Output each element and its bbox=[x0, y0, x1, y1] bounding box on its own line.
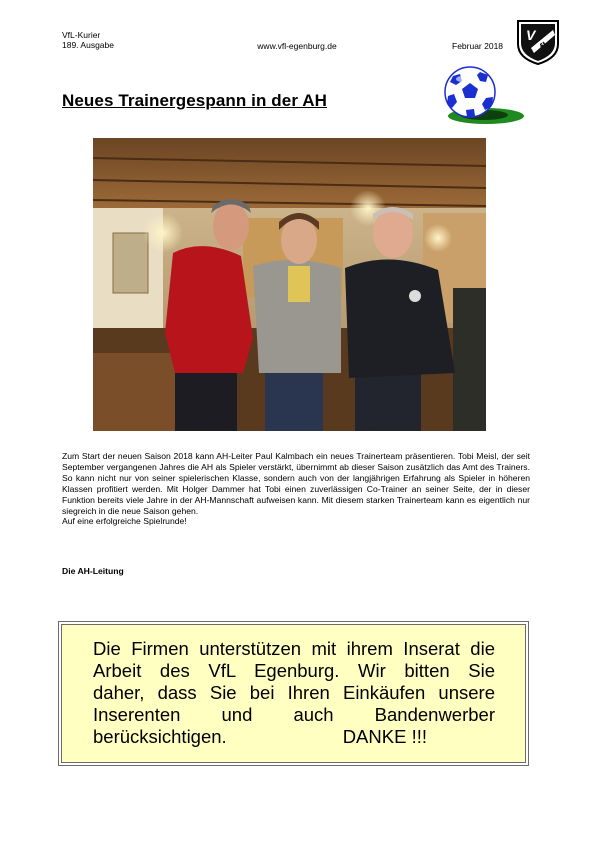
club-crest-icon bbox=[515, 18, 561, 66]
publication-name: VfL-Kurier bbox=[62, 30, 101, 40]
sponsor-line: Inserenten und auch Bandenwerber bbox=[93, 704, 495, 725]
thanks-text: DANKE !!! bbox=[342, 726, 427, 747]
svg-text:fL: fL bbox=[538, 37, 554, 54]
article-signoff: Die AH-Leitung bbox=[62, 566, 124, 576]
sponsor-consider-text: berücksichtigen. bbox=[93, 726, 227, 747]
team-photo bbox=[93, 138, 486, 431]
article-paragraph: Zum Start der neuen Saison 2018 kann AH-Leiter Paul Kalmbach ein neues Trainerteam präsentieren. Tobi Meisl, der seit September vergangenen Jahres die AH als Spieler verstärkt, übernimmt ab dieser Saison zusätzlich das Amt des Trainers. So kann nicht nur von seiner spielerischen Klasse, sondern auch von der langjährigen Erfahrung als Spieler in höheren Klassen profitiert werden. Mit Holger Dammer hat Tobi einen zuverlässigen Co-Trainer an seiner Seite, der in dieser Funktion bereits viele Jahre in der AH-Mannschaft aufweisen kann. Mit diesem starken Trainerteam kann es eigentlich nur siegreich in die neue Saison gehen. bbox=[62, 451, 530, 516]
sponsor-notice-text bbox=[93, 638, 495, 748]
issue-number: 189. Ausgabe bbox=[62, 40, 114, 50]
article-closing: Auf eine erfolgreiche Spielrunde! bbox=[62, 516, 187, 527]
sponsor-notice-box bbox=[61, 624, 526, 763]
issue-date: Februar 2018 bbox=[452, 41, 504, 51]
article-title: Neues Trainergespann in der AH bbox=[62, 91, 327, 110]
sponsor-line-last bbox=[93, 726, 495, 748]
article-body bbox=[62, 451, 530, 527]
sponsor-line: Die Firmen unterstützen mit ihrem Inserat die bbox=[93, 638, 495, 659]
sponsor-line: Arbeit des VfL Egenburg. Wir bitten Sie bbox=[93, 660, 495, 681]
sponsor-line: daher, dass Sie bei Ihren Einkäufen unsere bbox=[93, 682, 495, 703]
football-icon bbox=[440, 64, 526, 130]
svg-text:V: V bbox=[526, 27, 536, 43]
website-link[interactable]: www.vfl-egenburg.de bbox=[257, 41, 337, 51]
